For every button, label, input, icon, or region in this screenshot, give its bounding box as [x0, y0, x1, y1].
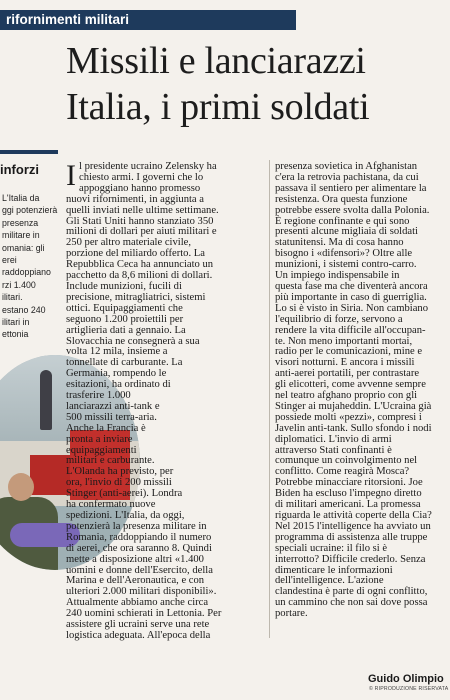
article-line: Marina e dell'Aeronautica, e con: [66, 575, 205, 587]
article-line: possiede molti «pezzi», compresi i: [275, 411, 422, 423]
article-line: di militari americani. La promessa: [275, 499, 421, 511]
section-kicker-bar: [0, 10, 296, 30]
article-line: Biden ha escluso l'impegno diretto: [275, 488, 422, 500]
article-line: Lo si è visto in Siria. Non cambiano: [275, 302, 428, 314]
copyright-credit: © RIPRODUZIONE RISERVATA: [369, 686, 449, 692]
article-line: Nel 2015 l'intelligence ha avviato un: [275, 520, 431, 532]
article-line: Gli Stati Uniti hanno stanziato 350: [66, 215, 214, 227]
article-line: te. Non meno importanti mortai,: [275, 335, 413, 347]
article-line: precisione, mitragliatrici, sistemi: [66, 291, 206, 303]
article-line: potenzierà la presenza militare in: [66, 520, 207, 532]
article-line: attraverso Stati confinanti è: [275, 444, 392, 456]
column-divider: [269, 160, 270, 638]
article-line: di aerei, che ora saranno 8. Quindi: [66, 542, 212, 554]
sidebar-line: rzi 1.400: [2, 279, 36, 290]
article-line: ottici. Equipaggiamenti che: [66, 302, 183, 314]
sidebar-line: ettonia: [2, 329, 29, 340]
article-line: programma di assistenza alle truppe: [275, 531, 428, 543]
article-line: seguono 1.200 proiettili per: [66, 313, 184, 325]
article-line: milioni di dollari per aiuti militari e: [66, 226, 217, 238]
article-line: dell'intelligence. L'azione: [275, 575, 384, 587]
article-line: dimenticare le informazioni: [275, 564, 393, 576]
article-line: Stinger (anti-aerei). Londra: [66, 488, 183, 500]
article-line: pronta a inviare: [66, 433, 133, 445]
article-line: potrebbe essere svolta dalla Polonia.: [275, 204, 430, 216]
article-line: uomini e donne dell'Esercito, della: [66, 564, 213, 576]
sidebar-line: omania: gli: [2, 242, 45, 253]
sidebar-line: raddoppiano: [2, 267, 51, 278]
article-line: assistere gli ucraini serve una rete: [66, 619, 210, 631]
article-line: visori notturni. E ancora i missili: [275, 357, 415, 369]
article-line: Anche la Francia è: [66, 422, 146, 434]
article-line: ulteriori 2.000 militari disponibili».: [66, 586, 217, 598]
article-column-2: [275, 162, 447, 620]
article-line: bisogno i «difensori»? Oltre alle: [275, 248, 413, 260]
article-line: speciali ucraine: il filo si è: [275, 542, 388, 554]
article-line: comunque un coinvolgimento nel: [275, 455, 418, 467]
article-line: Javelin anti-tank. Sullo sfondo i nodi: [275, 422, 432, 434]
article-line: portare.: [275, 608, 308, 620]
article-line: nel teatro afghano proprio con gli: [275, 390, 418, 402]
article-line: nuovi rifornimenti, in aggiunta a: [66, 193, 204, 205]
article-line: Romania, raddoppiando il numero: [66, 531, 212, 543]
article-line: È regione confinante e qui sono: [275, 215, 410, 227]
article-line: pacchetto da 8,6 milioni di dollari.: [66, 270, 213, 282]
article-line: spedizioni. L'Italia, da oggi,: [66, 510, 185, 521]
article-line: lanciarazzi anti-tank e: [66, 400, 160, 412]
article-line: munizioni, i sistemi contro-carro.: [275, 259, 417, 271]
section-kicker: rifornimenti militari: [6, 12, 130, 27]
sidebar-text: [2, 192, 60, 341]
article-line: resistenza. Ora questa funzione: [275, 193, 408, 205]
article-line: Stinger ai mujaheddin. L'Ucraina già: [275, 400, 432, 412]
article-line: Slovacchia ne consegnerà a sua: [66, 335, 200, 347]
article-line: artiglieria dati a gennaio. La: [66, 324, 186, 336]
article-line: questa fase ma che diventerà ancora: [275, 280, 428, 292]
article-line: Attualmente abbiamo anche circa: [66, 597, 209, 609]
article-line: un cammino che non sai dove possa: [275, 597, 428, 609]
article-line: Potrebbe minacciare ritorsioni. Joe: [275, 477, 423, 489]
article-line: più importante in caso di guerriglia.: [275, 291, 427, 303]
article-line: porzione del miliardo offerto. La: [66, 248, 205, 260]
article-line: quelli inviati nelle ultime settimane.: [66, 204, 219, 216]
article-line: tonnellate di carburante. La: [66, 357, 183, 369]
article-line: Repubblica Ceca ha annunciato un: [66, 259, 214, 271]
article-line: presenza sovietica in Afghanistan: [275, 161, 418, 172]
sidebar-rule: [0, 150, 58, 154]
article-line: Include munizioni, fucili di: [66, 280, 182, 292]
article-line: L'Olanda ha previsto, per: [66, 466, 174, 478]
article-line: volta 12 mila, insieme a: [66, 346, 168, 358]
article-line: mette a disposizione altri «1.400: [66, 553, 204, 565]
sidebar-line: militare in: [2, 230, 40, 241]
article-line: diplomatici. L'invio di armi: [275, 433, 392, 445]
article-line: interrotto? Difficile crederlo. Senza: [275, 553, 426, 565]
article-line: statunitensi. Ma di cosa hanno: [275, 237, 404, 249]
sidebar-line: ilitari in: [2, 317, 30, 328]
article-line: 240 uomini schierati in Lettonia. Per: [66, 608, 222, 620]
article-line: clandestina è parte di ogni conflitto,: [275, 586, 428, 598]
article-line: esitazioni, ha ordinato di: [66, 379, 171, 391]
article-line: conflitto. Come reagirà Mosca?: [275, 466, 410, 478]
article-line: Un impiego indispensabile in: [275, 270, 400, 282]
article-line: Germania, rompendo le: [66, 368, 167, 380]
sidebar-line: erei: [2, 255, 17, 266]
sidebar-line: ggi potenzierà: [2, 205, 58, 216]
article-line: ha confermato nuove: [66, 499, 156, 511]
article-line: riguarda le attività coperte della Cia?: [275, 510, 432, 521]
article-column-1: [66, 159, 266, 642]
article-line: radio per le comunicazioni, mine e: [275, 346, 423, 358]
article-line: c'era la retrovia pachistana, da cui: [275, 171, 419, 183]
article-line: trasferire 1.000: [66, 390, 131, 402]
article-line: equipaggiamenti: [66, 444, 137, 456]
article-line: l presidente ucraino Zelensky ha: [79, 161, 217, 172]
sidebar-line: estano 240: [2, 304, 46, 315]
article-line: appoggiano hanno promesso: [79, 182, 201, 194]
article-line: presenti alcune migliaia di soldati: [275, 226, 418, 238]
article-line: gli elicotteri, come avvenne sempre: [275, 379, 426, 391]
article-line: rendere la vita difficile all'occupan-: [275, 324, 426, 336]
article-line: 250 per altro materiale civile,: [66, 237, 192, 249]
article-line: anti-aerei portatili, per contrastare: [275, 368, 420, 380]
sidebar-line: L'Italia da: [2, 193, 40, 203]
sidebar-line: ilitari.: [2, 292, 23, 303]
article-line: l'equilibrio di forze, servono a: [275, 313, 403, 325]
headline: [66, 38, 450, 130]
headline-line-1: Missili e lanciarazzi: [66, 40, 366, 82]
article-line: passava il sentiero per alimentare la: [275, 182, 427, 194]
article-line: 500 missili terra-aria.: [66, 411, 157, 423]
sidebar-title: inforzi: [0, 162, 39, 177]
article-line: logistica adeguata. All'epoca della: [66, 629, 211, 641]
sidebar-line: presenza: [2, 217, 39, 228]
drop-cap: I: [66, 159, 76, 192]
article-line: chiesto armi. I governi che lo: [79, 171, 204, 183]
author-byline: Guido Olimpio: [368, 673, 444, 685]
article-line: militari e carburante.: [66, 455, 155, 467]
headline-line-2: Italia, i primi soldati: [66, 86, 370, 128]
article-line: ora, l'invio di 200 missili: [66, 477, 172, 489]
